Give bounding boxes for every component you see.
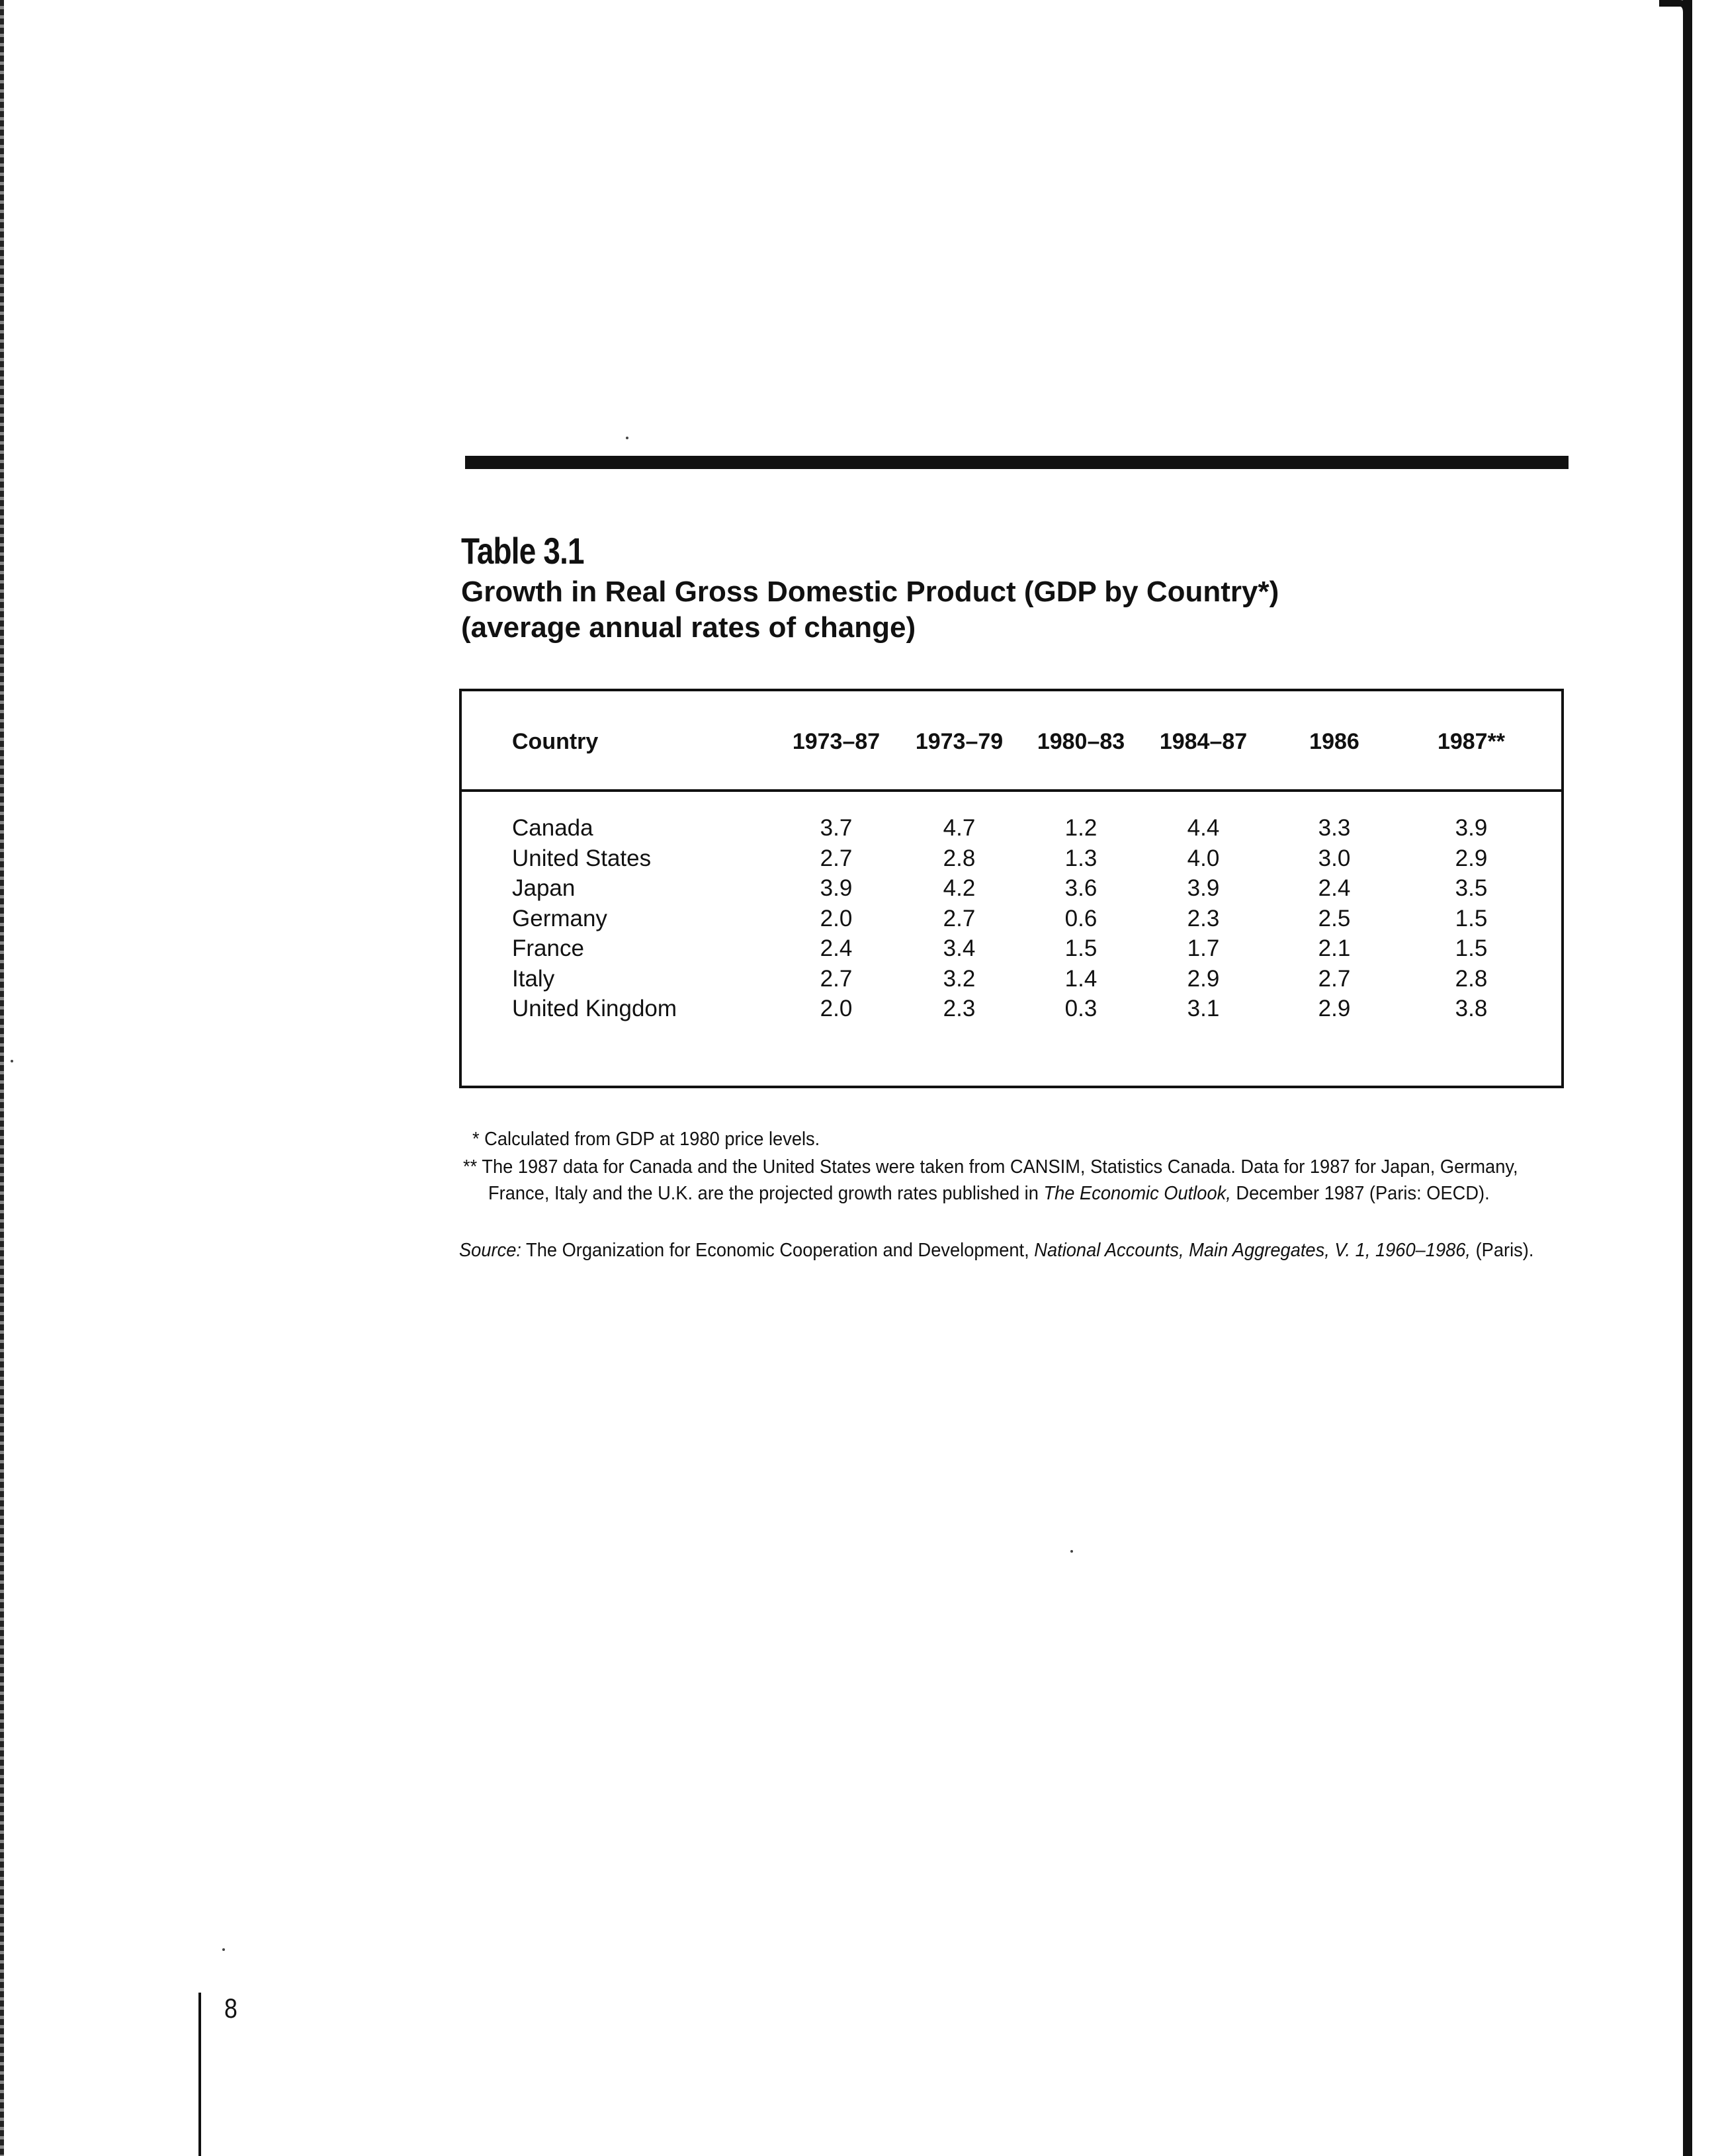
value-cell: 0.6	[1064, 905, 1098, 931]
scan-speck	[11, 1060, 13, 1062]
value-cell: 2.3	[943, 996, 976, 1021]
table-row	[462, 843, 1561, 874]
table-label: Table 3.1	[461, 530, 584, 572]
value-cell: 4.7	[943, 815, 976, 841]
value-cell: 2.7	[820, 965, 853, 992]
value-cell: 1.3	[1064, 845, 1098, 871]
value-cell: 2.7	[820, 845, 853, 871]
value-cell: 1.5	[1064, 935, 1098, 961]
value-cell: 2.7	[1318, 965, 1351, 992]
value-cell: 3.0	[1318, 845, 1351, 871]
value-cell: 1.5	[1455, 905, 1488, 931]
table-row	[462, 964, 1561, 994]
value-cell: 3.2	[943, 965, 976, 992]
value-cell: 4.4	[1187, 815, 1220, 841]
footnote-single-asterisk: * Calculated from GDP at 1980 price levels.	[472, 1129, 820, 1150]
value-cell: 2.1	[1318, 935, 1351, 961]
value-cell: 3.3	[1318, 815, 1351, 841]
value-cell: 3.9	[1187, 875, 1220, 901]
footnote-text: France, Italy and the U.K. are the projected growth rates published in	[488, 1183, 1044, 1204]
value-cell: 2.8	[943, 845, 976, 871]
value-cell: 2.7	[943, 905, 976, 931]
value-cell: 1.4	[1064, 965, 1098, 992]
value-cell: 1.5	[1455, 935, 1488, 961]
country-cell: France	[512, 935, 584, 961]
source-note	[459, 1240, 1533, 1262]
value-cell: 2.4	[1318, 875, 1351, 901]
column-header-country: Country	[512, 729, 599, 754]
source-text: The Organization for Economic Cooperation and Development,	[521, 1240, 1035, 1261]
value-cell: 3.5	[1455, 875, 1488, 901]
footnote-text: December 1987 (Paris: OECD).	[1230, 1183, 1490, 1204]
scan-left-edge	[0, 0, 4, 2156]
table-row	[462, 994, 1561, 1024]
value-cell: 2.5	[1318, 905, 1351, 931]
value-cell: 1.2	[1064, 815, 1098, 841]
source-text: (Paris).	[1471, 1240, 1534, 1261]
scan-right-binding	[1683, 0, 1692, 2156]
value-cell: 4.2	[943, 875, 976, 901]
value-cell: 1.7	[1187, 935, 1220, 961]
country-cell: United States	[512, 845, 652, 871]
value-cell: 2.8	[1455, 965, 1488, 992]
value-cell: 4.0	[1187, 845, 1220, 871]
footnote-double-asterisk-continued	[488, 1183, 1490, 1205]
value-cell: 3.8	[1455, 996, 1488, 1021]
table-title: Growth in Real Gross Domestic Product (GDP by Country*)	[461, 576, 1279, 608]
table-row	[462, 904, 1561, 934]
country-cell: United Kingdom	[512, 996, 677, 1021]
source-label: Source:	[459, 1240, 521, 1261]
source-publication: National Accounts, Main Aggregates, V. 1, 1960–1986,	[1034, 1240, 1471, 1261]
scan-speck	[626, 437, 628, 439]
value-cell: 3.1	[1187, 996, 1220, 1021]
table-subtitle: (average annual rates of change)	[461, 611, 916, 644]
header-divider	[462, 789, 1561, 792]
value-cell: 2.0	[820, 996, 853, 1021]
value-cell: 2.0	[820, 905, 853, 931]
column-header-1973-87: 1973–87	[792, 729, 881, 754]
publication-title: The Economic Outlook,	[1043, 1183, 1231, 1204]
country-cell: Canada	[512, 815, 593, 841]
column-header-1984-87: 1984–87	[1159, 729, 1248, 754]
table-row	[462, 813, 1561, 843]
value-cell: 3.6	[1064, 875, 1098, 901]
value-cell: 2.9	[1318, 996, 1351, 1021]
value-cell: 2.9	[1187, 965, 1220, 992]
page-number-rule	[198, 1993, 201, 2156]
country-cell: Japan	[512, 875, 576, 901]
value-cell: 2.3	[1187, 905, 1220, 931]
table-row	[462, 933, 1561, 964]
value-cell: 3.9	[820, 875, 853, 901]
value-cell: 3.9	[1455, 815, 1488, 841]
country-cell: Italy	[512, 965, 555, 992]
column-header-1987: 1987**	[1437, 729, 1506, 754]
column-header-1980-83: 1980–83	[1037, 729, 1125, 754]
value-cell: 2.4	[820, 935, 853, 961]
scan-binding-cap	[1659, 0, 1692, 12]
country-cell: Germany	[512, 905, 607, 931]
section-rule	[465, 456, 1569, 469]
value-cell: 2.9	[1455, 845, 1488, 871]
column-header-1986: 1986	[1309, 729, 1359, 754]
gdp-table	[459, 689, 1564, 1088]
column-header-1973-79: 1973–79	[915, 729, 1004, 754]
footnote-double-asterisk: ** The 1987 data for Canada and the United States were taken from CANSIM, Statistics Canada. Data for 1987 for Japan, Germany,	[463, 1156, 1518, 1178]
table-row	[462, 873, 1561, 904]
scan-speck	[222, 1948, 225, 1951]
value-cell: 0.3	[1064, 996, 1098, 1021]
value-cell: 3.4	[943, 935, 976, 961]
value-cell: 3.7	[820, 815, 853, 841]
table-body	[462, 813, 1561, 1024]
page-number: 8	[224, 1993, 237, 2024]
scan-speck	[1070, 1550, 1073, 1553]
